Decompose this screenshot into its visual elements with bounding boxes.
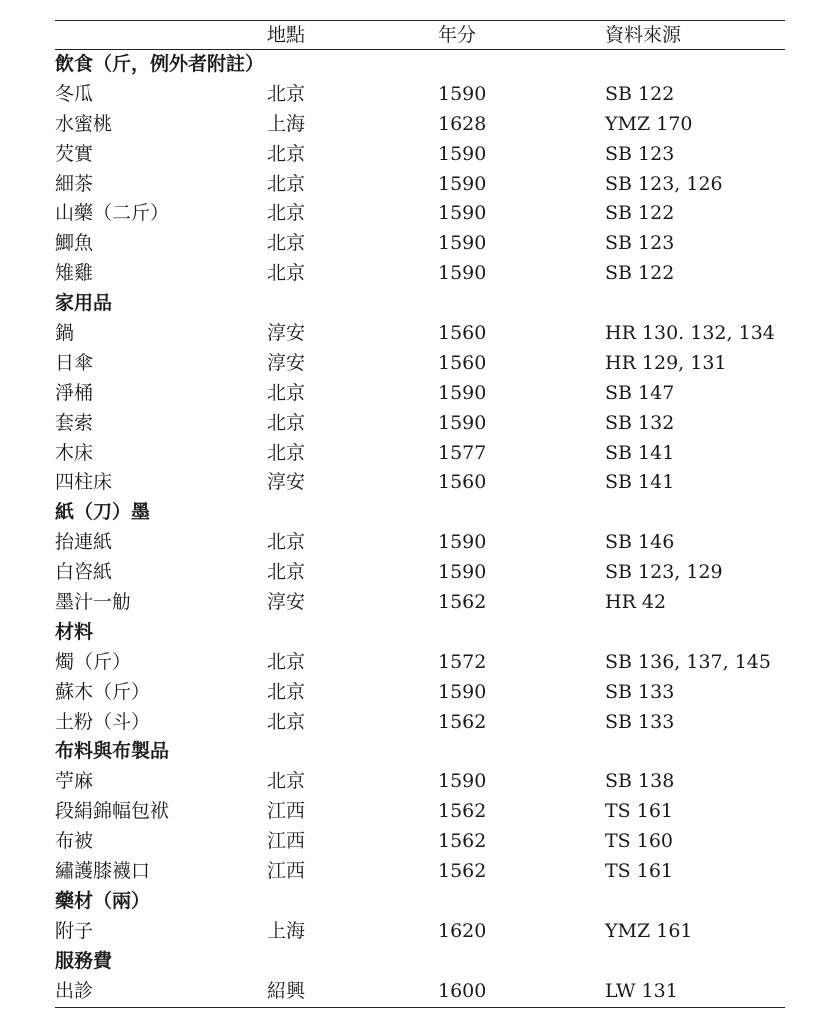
category-title: 家用品 [55,292,113,315]
category-row [55,289,785,319]
table-row [55,379,785,409]
source-cell: HR 42 [605,591,667,614]
source-cell: YMZ 170 [605,112,693,135]
item-cell: 山藥（二斤） [55,202,170,225]
source-cell: SB 122 [605,82,675,105]
item-cell: 出診 [55,979,94,1002]
location-cell: 北京 [267,202,306,225]
item-cell: 白咨紙 [55,561,113,584]
location-cell: 淳安 [267,471,306,494]
item-cell: 水蜜桃 [55,112,113,135]
category-row [55,498,785,528]
year-cell: 1577 [438,441,487,464]
table-header [55,21,785,50]
category-row [55,947,785,977]
table-row [55,199,785,229]
category-title: 布料與布製品 [55,740,170,763]
year-cell: 1562 [438,830,487,853]
item-cell: 淨桶 [55,381,94,404]
year-cell: 1590 [438,381,487,404]
category-row [55,887,785,917]
item-cell: 套索 [55,411,94,434]
year-cell: 1562 [438,591,487,614]
location-cell: 北京 [267,531,306,554]
year-cell: 1590 [438,411,487,434]
table-row [55,319,785,349]
item-cell: 抬連紙 [55,531,113,554]
source-cell: SB 141 [605,441,675,464]
year-cell: 1562 [438,860,487,883]
year-cell: 1620 [438,919,487,942]
source-cell: SB 133 [605,680,675,703]
location-cell: 淳安 [267,591,306,614]
category-title: 紙（刀）墨 [55,501,151,524]
location-cell: 淳安 [267,351,306,374]
year-cell: 1590 [438,232,487,255]
category-row [55,618,785,648]
location-cell: 北京 [267,561,306,584]
source-cell: SB 147 [605,381,675,404]
location-cell: 北京 [267,381,306,404]
table-row [55,797,785,827]
location-cell: 江西 [267,860,306,883]
location-cell: 紹興 [267,979,306,1002]
location-cell: 北京 [267,441,306,464]
year-cell: 1590 [438,172,487,195]
location-cell: 北京 [267,770,306,793]
year-cell: 1600 [438,979,487,1002]
source-cell: SB 138 [605,770,675,793]
item-cell: 芡實 [55,142,94,165]
source-cell: TS 161 [605,800,673,823]
year-cell: 1590 [438,142,487,165]
category-title: 藥材（兩） [55,889,151,912]
table-row [55,80,785,110]
header-location: 地點 [267,24,306,46]
table-row [55,648,785,678]
year-cell: 1590 [438,82,487,105]
source-cell: SB 123 [605,142,675,165]
price-table [55,20,785,1008]
year-cell: 1560 [438,322,487,345]
item-cell: 土粉（斗） [55,710,151,733]
location-cell: 北京 [267,262,306,285]
source-cell: HR 130. 132, 134 [605,322,775,345]
year-cell: 1590 [438,531,487,554]
year-cell: 1590 [438,561,487,584]
location-cell: 上海 [267,112,306,135]
source-cell: TS 160 [605,830,673,853]
source-cell: SB 141 [605,471,675,494]
item-cell: 繡護膝襪口 [55,860,151,883]
table-row [55,917,785,947]
source-cell: HR 129, 131 [605,351,727,374]
table-row [55,528,785,558]
source-cell: LW 131 [605,979,678,1002]
category-title: 飲食（斤，例外者附註） [55,53,265,75]
item-cell: 冬瓜 [55,82,94,105]
source-cell: SB 136, 137, 145 [605,650,771,673]
location-cell: 北京 [267,82,306,105]
year-cell: 1590 [438,202,487,225]
table-row [55,140,785,170]
table-body [55,50,785,1007]
item-cell: 燭（斤） [55,650,132,673]
year-cell: 1628 [438,112,487,135]
source-cell: YMZ 161 [605,919,693,942]
table-row [55,170,785,200]
source-cell: SB 133 [605,710,675,733]
source-cell: SB 132 [605,411,675,434]
table-row [55,678,785,708]
item-cell: 墨汁一觔 [55,591,132,614]
table-row [55,767,785,797]
item-cell: 木床 [55,441,94,464]
year-cell: 1562 [438,800,487,823]
category-title: 材料 [55,620,94,643]
table-row [55,259,785,289]
source-cell: SB 146 [605,531,675,554]
location-cell: 江西 [267,800,306,823]
table-row [55,349,785,379]
table-row [55,588,785,618]
source-cell: SB 122 [605,262,675,285]
category-row [55,50,785,80]
item-cell: 日傘 [55,351,94,374]
location-cell: 北京 [267,680,306,703]
source-cell: SB 123 [605,232,675,255]
table-row [55,229,785,259]
year-cell: 1590 [438,680,487,703]
source-cell: SB 123, 126 [605,172,723,195]
location-cell: 北京 [267,232,306,255]
item-cell: 段絹錦幅包袱 [55,800,170,823]
item-cell: 鍋 [55,322,75,345]
table-row [55,857,785,887]
header-year: 年分 [438,24,477,46]
category-title: 服務費 [55,949,113,972]
location-cell: 上海 [267,919,306,942]
item-cell: 蘇木（斤） [55,680,151,703]
year-cell: 1560 [438,351,487,374]
item-cell: 雉雞 [55,262,94,285]
location-cell: 江西 [267,830,306,853]
source-cell: SB 122 [605,202,675,225]
table-row [55,977,785,1007]
source-cell: TS 161 [605,860,673,883]
table-row [55,827,785,857]
table-row [55,708,785,738]
year-cell: 1590 [438,262,487,285]
item-cell: 細茶 [55,172,94,195]
table-row [55,439,785,469]
table-row [55,558,785,588]
item-cell: 苧麻 [55,770,94,793]
year-cell: 1590 [438,770,487,793]
location-cell: 北京 [267,650,306,673]
table-row [55,110,785,140]
table-row [55,409,785,439]
year-cell: 1572 [438,650,487,673]
item-cell: 四柱床 [55,471,113,494]
location-cell: 北京 [267,172,306,195]
source-cell: SB 123, 129 [605,561,723,584]
item-cell: 布被 [55,830,94,853]
year-cell: 1560 [438,471,487,494]
location-cell: 北京 [267,411,306,434]
location-cell: 北京 [267,710,306,733]
item-cell: 附子 [55,919,94,942]
category-row [55,737,785,767]
year-cell: 1562 [438,710,487,733]
location-cell: 淳安 [267,322,306,345]
item-cell: 鯽魚 [55,232,94,255]
table-row [55,468,785,498]
location-cell: 北京 [267,142,306,165]
header-source: 資料來源 [605,24,682,46]
